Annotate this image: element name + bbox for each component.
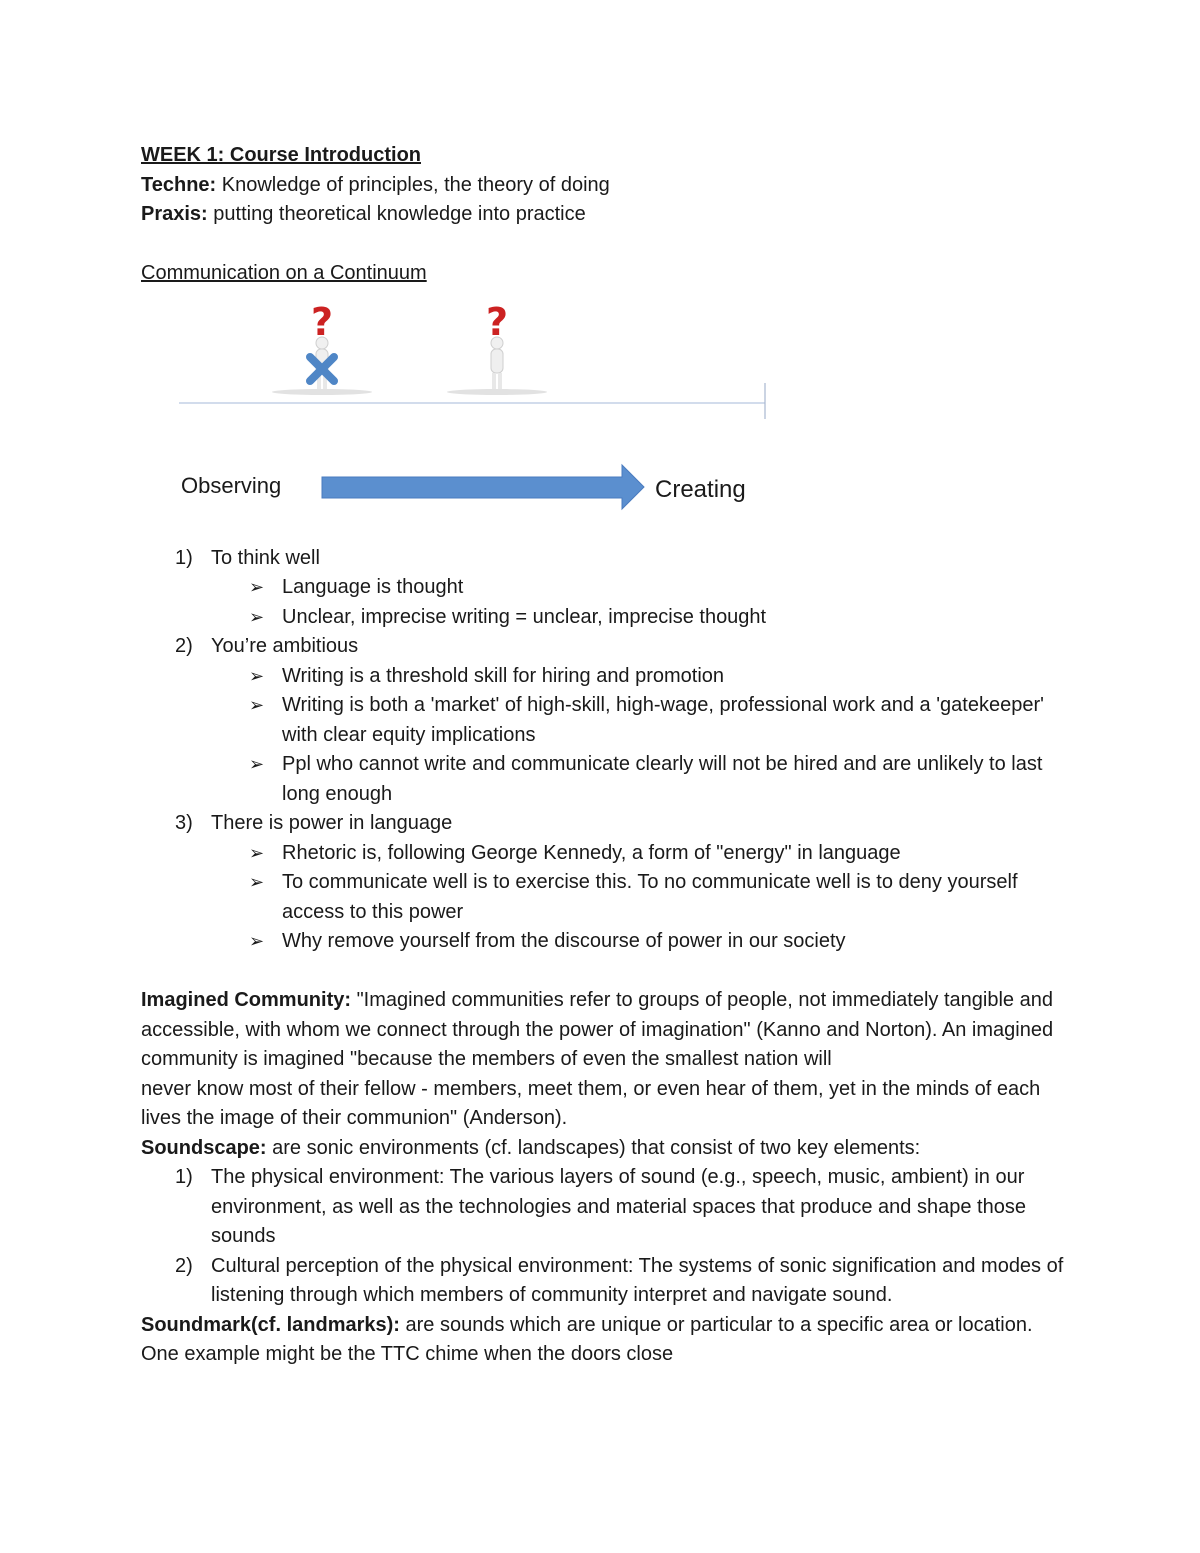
bullet-text: Rhetoric is, following George Kennedy, a form of "energy" in language (282, 841, 901, 864)
def-text: are sonic environments (cf. landscapes) that consist of two key elements: (266, 1136, 921, 1159)
def-term: Soundmark(cf. landmarks): (141, 1313, 400, 1336)
question-mark-icon: ? (311, 299, 334, 344)
observing-label: Observing (181, 472, 282, 498)
bullet-item (141, 750, 1071, 809)
imagined-community-cont: never know most of their fellow - members, meet them, or even hear of them, yet in the minds of each lives the image of their communion" (Anderson). (141, 1077, 1041, 1129)
arrow-bullet-icon: ➢ (249, 606, 265, 627)
soundmark-def (141, 1311, 1071, 1370)
bullet-item (141, 603, 1071, 633)
list-text: You’re ambitious (211, 635, 359, 657)
list-item (141, 1163, 1071, 1252)
document-page (141, 141, 1071, 1370)
def-praxis (141, 200, 1071, 230)
list-number: 1) (175, 546, 193, 569)
arrow-bullet-icon: ➢ (249, 577, 265, 597)
bullet-text: Writing is both a 'market' of high-skill, high-wage, professional work and a 'gatekeeper' with clear equity implications (282, 694, 1044, 746)
bullet-text: Ppl who cannot write and communicate clearly will not be hired and are unlikely to last long enough (282, 753, 1043, 805)
person-thinking-icon (491, 337, 503, 389)
list-text: Cultural perception of the physical environment: The systems of sonic signification and modes of listening through which members of community interpret and navigate sound. (211, 1254, 1064, 1306)
bullet-text: Language is thought (282, 576, 464, 598)
arrow-bullet-icon: ➢ (249, 695, 265, 715)
soundscape-def (141, 1134, 1071, 1164)
def-text: are sounds which are unique or particular to a specific area or location. One example might be the TTC chime when the doors close (141, 1313, 1033, 1365)
def-term: Imagined Community: (141, 989, 352, 1011)
arrow-bullet-icon: ➢ (249, 754, 265, 774)
figure-shadow (272, 389, 372, 395)
def-text: Knowledge of principles, the theory of doing (216, 173, 610, 196)
imagined-community-def (141, 986, 1071, 1075)
def-techne (141, 171, 1071, 201)
list-item (141, 544, 1071, 574)
arrow-bullet-icon: ➢ (249, 842, 265, 863)
week-title: WEEK 1: Course Introduction (141, 144, 421, 166)
bullet-item (141, 839, 1071, 869)
figure-shadow (447, 389, 547, 395)
person-x-icon (310, 337, 334, 389)
list-number: 2) (175, 635, 193, 657)
def-term: Techne: (141, 173, 217, 196)
def-term: Soundscape: (141, 1136, 267, 1159)
arrow-bullet-icon: ➢ (249, 931, 265, 951)
list-number: 1) (175, 1166, 193, 1188)
list-text: To think well (211, 546, 320, 569)
bullet-item (141, 691, 1071, 750)
bullet-item (141, 662, 1071, 692)
arrow-bullet-icon: ➢ (249, 665, 265, 686)
bullet-text: Unclear, imprecise writing = unclear, imprecise thought (282, 605, 767, 628)
def-term: Praxis: (141, 203, 208, 225)
arrow-bullet-icon: ➢ (249, 872, 265, 892)
bullet-text: Writing is a threshold skill for hiring and promotion (282, 664, 725, 687)
list-number: 3) (175, 812, 193, 834)
right-arrow-icon (322, 465, 644, 509)
list-item (141, 1252, 1071, 1311)
creating-label: Creating (655, 475, 746, 503)
bullet-item (141, 927, 1071, 957)
continuum-diagram (179, 289, 799, 544)
list-number: 2) (175, 1254, 193, 1277)
bullet-text: Why remove yourself from the discourse of power in our society (282, 930, 846, 952)
question-mark-icon: ? (486, 299, 509, 344)
bullet-item (141, 573, 1071, 603)
continuum-figure (179, 289, 1071, 544)
list-item (141, 632, 1071, 662)
list-text: The physical environment: The various layers of sound (e.g., speech, music, ambient) in our environment, as well as the technologies and material spaces that produce and shape those sounds (211, 1166, 1026, 1247)
list-text: There is power in language (211, 812, 453, 834)
bullet-text: To communicate well is to exercise this. To no communicate well is to deny yourself access to this power (282, 871, 1018, 923)
bullet-item (141, 868, 1071, 927)
list-item (141, 809, 1071, 839)
def-text: putting theoretical knowledge into practice (207, 203, 586, 225)
def-text: "Imagined communities refer to groups of people, not immediately tangible and accessible, with whom we connect through the power of imagination" (Kanno and Norton). An imagined community is imagined "because the members of even the smallest nation will (141, 989, 1054, 1070)
continuum-heading: Communication on a Continuum (141, 262, 427, 284)
